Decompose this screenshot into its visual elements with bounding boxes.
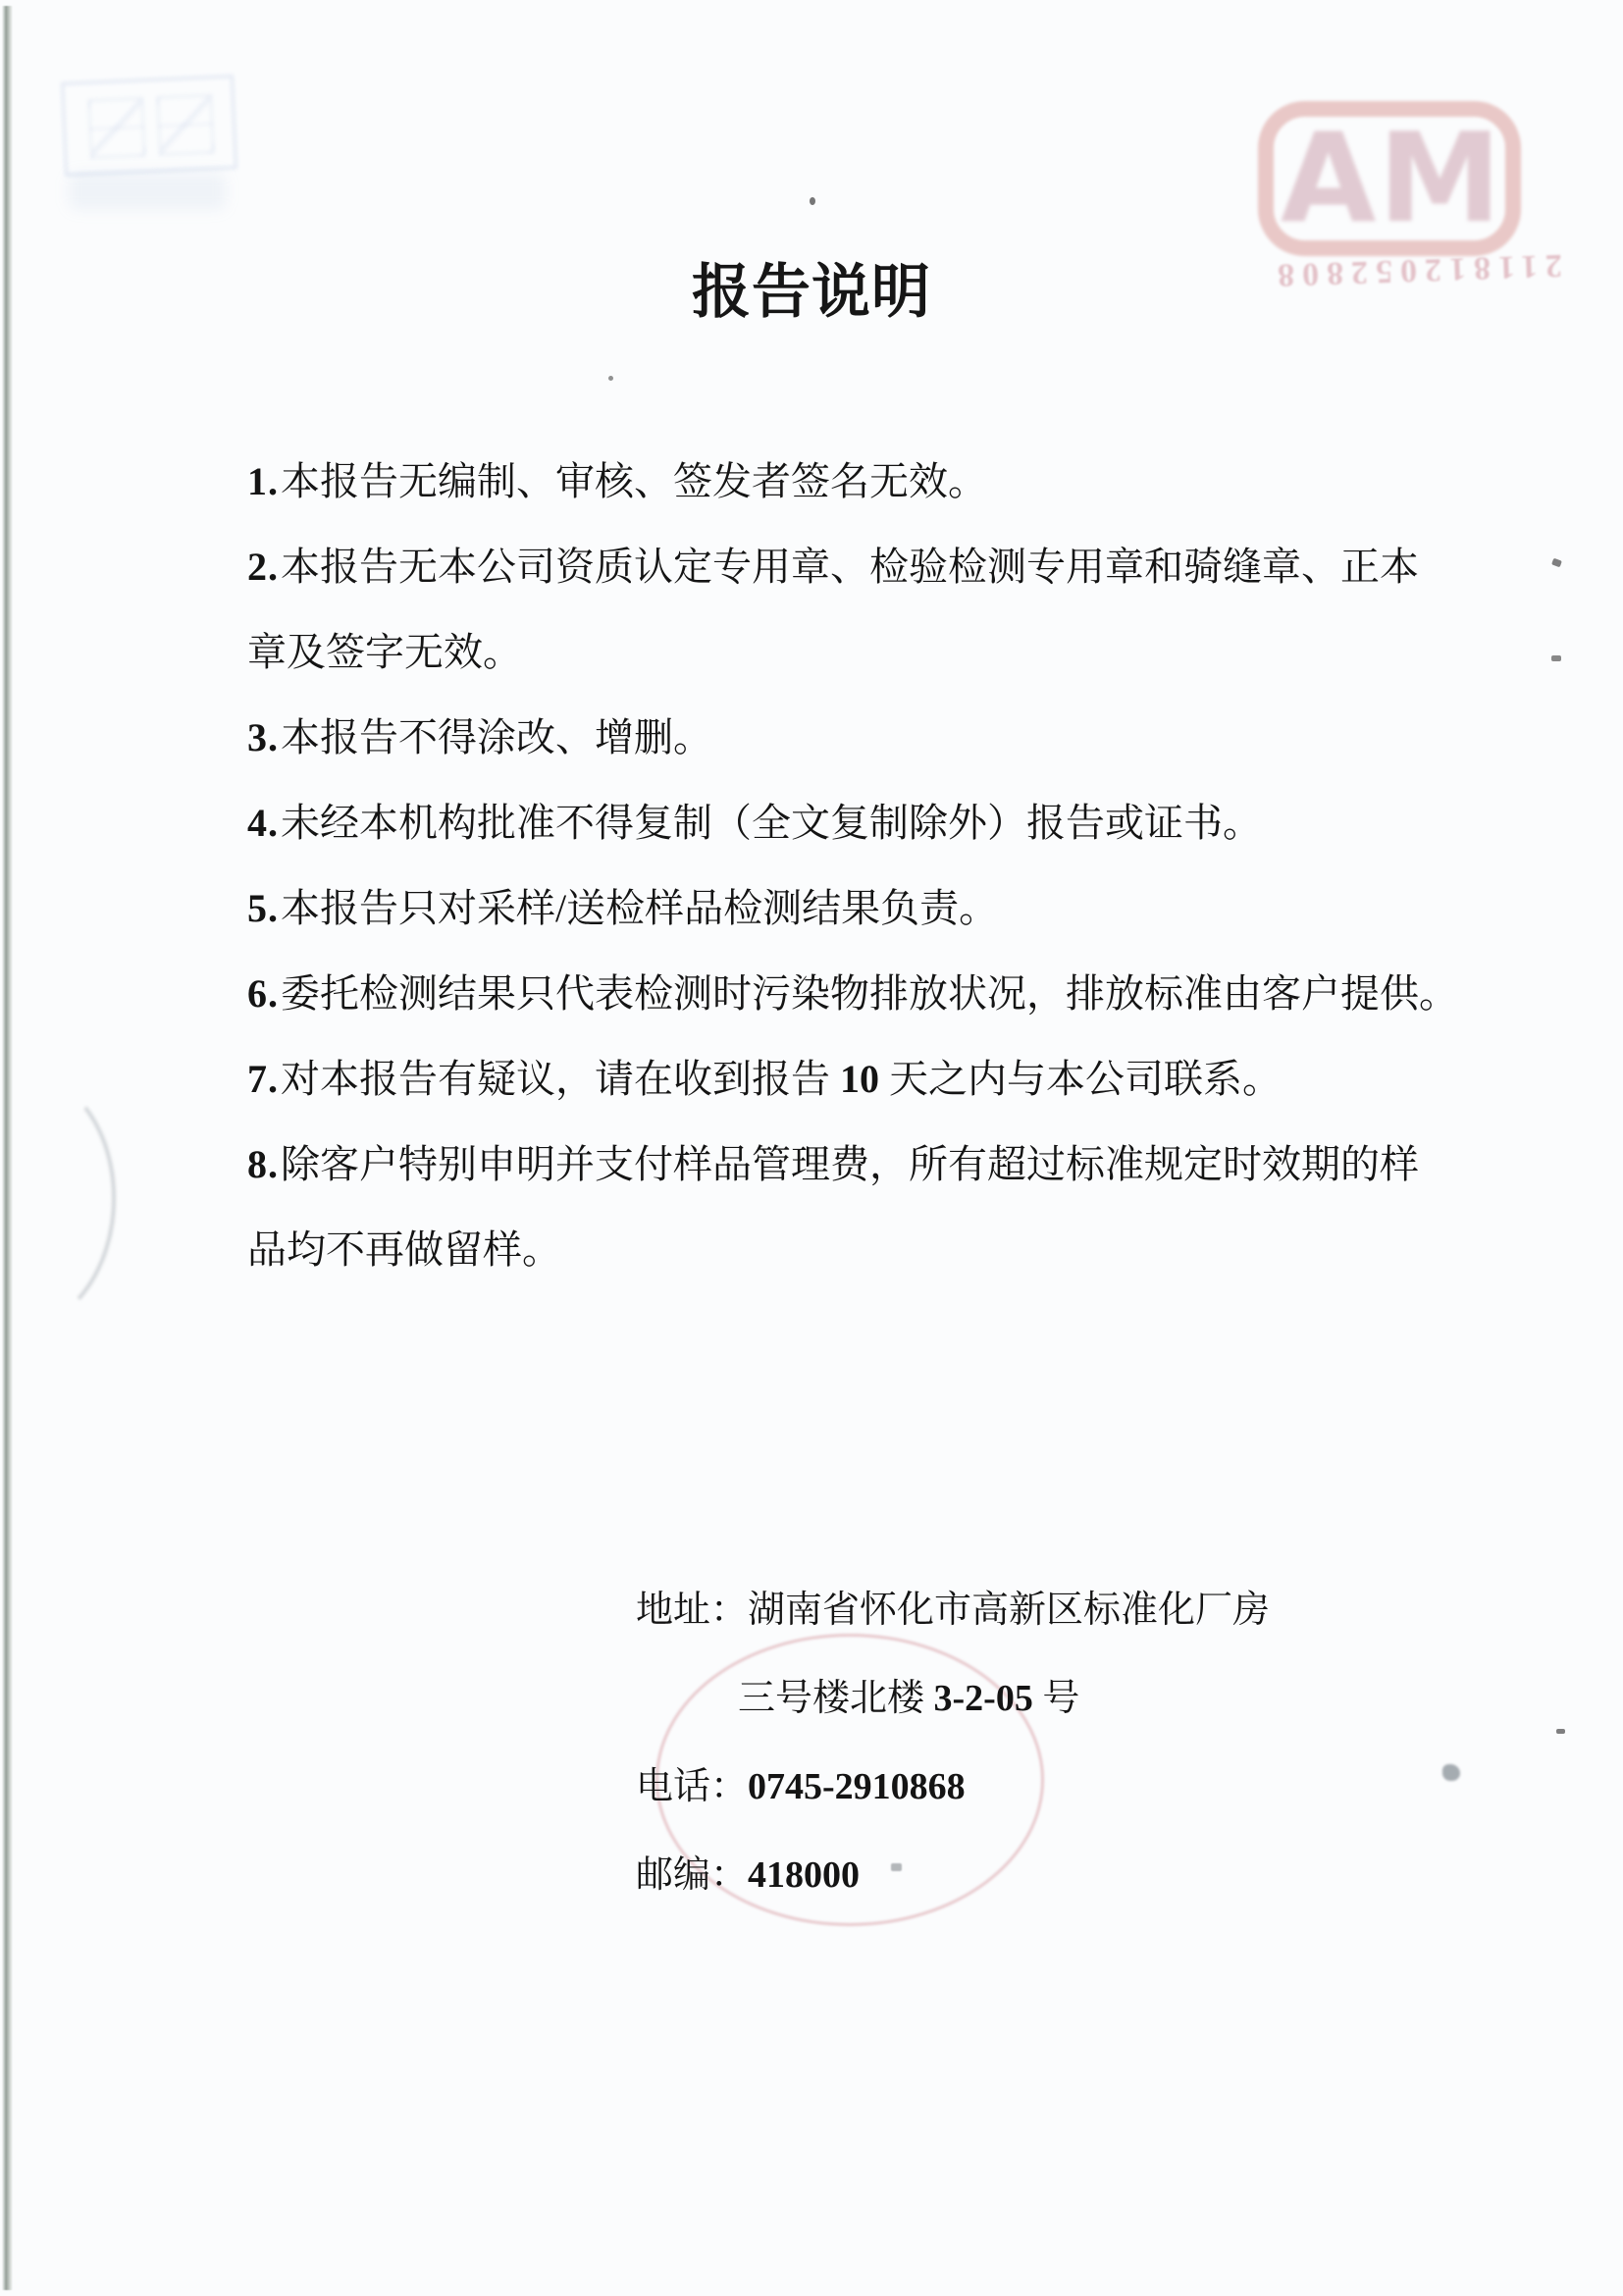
note-line-5 [247, 865, 1484, 951]
faint-stamp-glyph [88, 97, 146, 158]
address-line2-suffix: 号 [1032, 1678, 1080, 1719]
postcode-line [636, 1852, 860, 1898]
note-line-2-cont [247, 609, 1484, 695]
note-text: 本报告无编制、审核、签发者签名无效。 [281, 459, 987, 503]
paper-crease-arc [0, 1069, 121, 1334]
address-value: 湖南省怀化市高新区标准化厂房 [748, 1590, 1271, 1631]
ink-speck [810, 197, 815, 205]
note-number: 1. [247, 459, 279, 503]
phone-line [636, 1764, 966, 1809]
phone-label: 电话： [636, 1766, 749, 1807]
phone-value: 0745-2910868 [748, 1766, 966, 1807]
note-number: 3. [247, 715, 279, 759]
address-label: 地址： [636, 1590, 749, 1631]
ink-speck [1556, 1729, 1565, 1734]
postcode-label: 邮编： [636, 1854, 749, 1896]
ma-stamp-serial: 211812052808 [1269, 246, 1563, 294]
address-line-1 [636, 1588, 1270, 1633]
ink-speck [891, 1863, 902, 1871]
note-text: 未经本机构批准不得复制（全文复制除外）报告或证书。 [281, 801, 1262, 845]
note-text: 本报告无本公司资质认定专用章、检验检测专用章和骑缝章、正本 [281, 545, 1419, 589]
note-days-number: 10 [840, 1057, 879, 1101]
note-line-7 [247, 1036, 1484, 1122]
address-line2-text: 三号楼北楼 [738, 1678, 934, 1719]
note-text: 对本报告有疑议，请在收到报告 [281, 1057, 840, 1101]
postcode-value: 418000 [748, 1854, 861, 1896]
note-line-8 [247, 1122, 1484, 1207]
address-room-number: 3-2-05 [933, 1678, 1033, 1719]
notes-block [247, 439, 1484, 1292]
note-number: 4. [247, 801, 279, 845]
note-text: 委托检测结果只代表检测时污染物排放状况，排放标准由客户提供。 [281, 971, 1458, 1016]
ink-speck [1551, 558, 1562, 568]
note-number: 5. [247, 886, 279, 930]
note-line-2 [247, 524, 1484, 609]
note-number: 6. [247, 971, 279, 1016]
note-line-3 [247, 695, 1484, 780]
note-line-1 [247, 439, 1484, 524]
note-text: 本报告不得涂改、增删。 [281, 715, 712, 759]
note-line-4 [247, 780, 1484, 865]
ma-stamp-mirrored [1258, 101, 1521, 256]
note-text: 除客户特别申明并支付样品管理费，所有超过标准规定时效期的样 [281, 1142, 1419, 1186]
note-number: 2. [247, 545, 279, 589]
faint-blue-smudge [69, 173, 226, 210]
faint-stamp-glyph [157, 94, 215, 155]
page-title: 报告说明 [692, 260, 931, 325]
note-line-6 [247, 951, 1484, 1036]
note-text: 本报告只对采样/送检样品检测结果负责。 [281, 886, 999, 930]
note-text: 天之内与本公司联系。 [879, 1057, 1282, 1101]
ink-speck [608, 376, 613, 381]
ink-smudge [1442, 1764, 1460, 1781]
faint-blue-stamp [61, 75, 237, 177]
ma-stamp-letters: MA [1278, 106, 1501, 250]
note-number: 8. [247, 1142, 279, 1186]
note-line-8-cont [247, 1207, 1484, 1292]
note-text: 章及签字无效。 [247, 630, 522, 674]
note-text: 品均不再做留样。 [247, 1227, 561, 1272]
ink-speck [1551, 655, 1561, 661]
address-line-2 [738, 1676, 1079, 1721]
note-number: 7. [247, 1057, 279, 1101]
